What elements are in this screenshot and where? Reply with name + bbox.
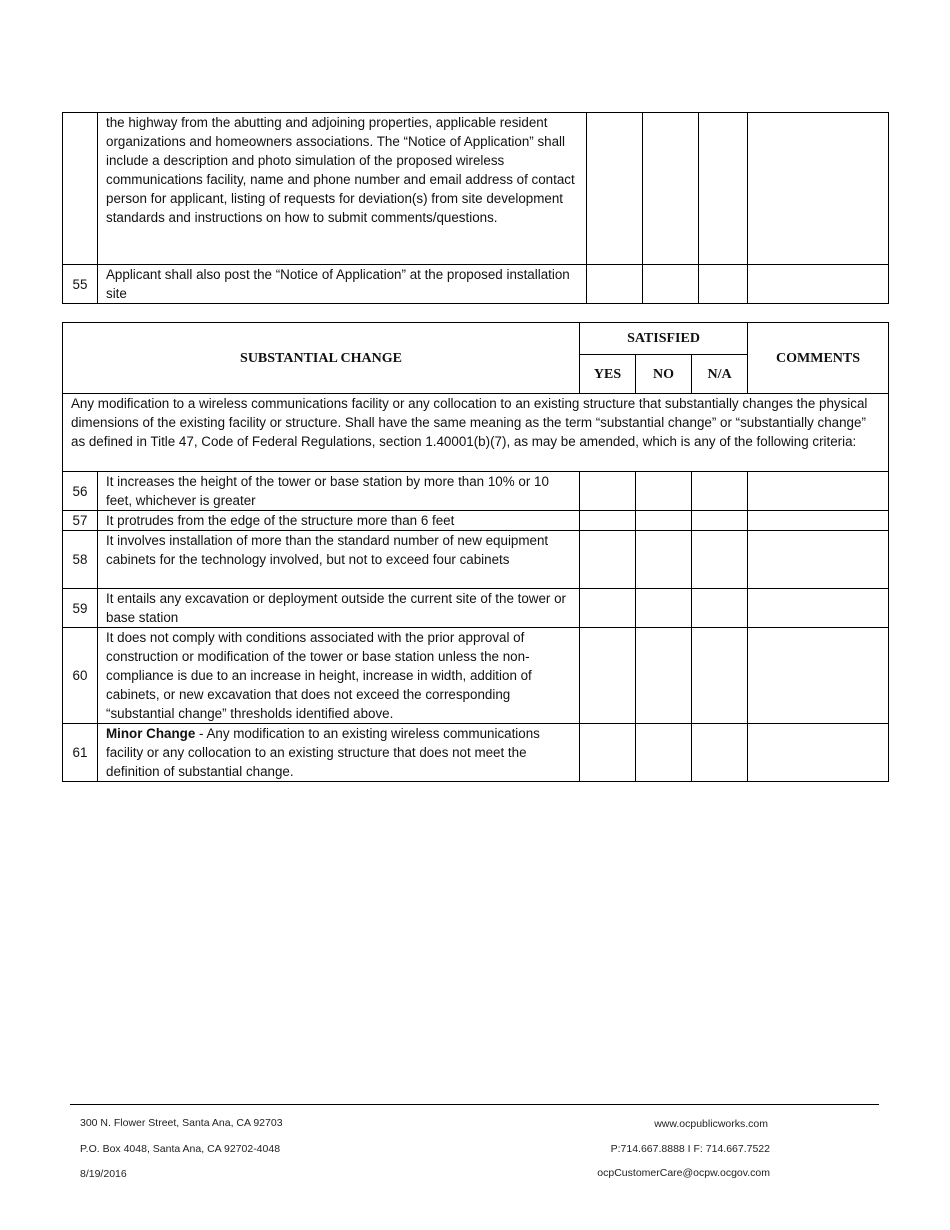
no-cell[interactable] [636, 589, 692, 628]
footer-divider [70, 1104, 879, 1105]
na-cell[interactable] [692, 589, 748, 628]
yes-cell[interactable] [580, 472, 636, 511]
comments-cell[interactable] [748, 628, 889, 724]
no-header: NO [636, 355, 692, 394]
comments-cell[interactable] [748, 724, 889, 782]
row-number: 57 [63, 511, 98, 531]
comments-cell[interactable] [748, 113, 889, 265]
satisfied-header: SATISFIED [580, 323, 748, 355]
requirement-text: Applicant shall also post the “Notice of Application” at the proposed installation site [98, 265, 587, 304]
na-cell[interactable] [692, 724, 748, 782]
table-row [63, 724, 889, 782]
row-number: 55 [63, 265, 98, 304]
table-row [63, 589, 889, 628]
footer-website: www.ocpublicworks.com [654, 1118, 768, 1130]
yes-cell[interactable] [580, 531, 636, 589]
row-number: 60 [63, 628, 98, 724]
footer-address-pobox: P.O. Box 4048, Santa Ana, CA 92702-4048 [80, 1143, 281, 1155]
requirement-text: It entails any excavation or deployment outside the current site of the tower or base station [98, 589, 580, 628]
no-cell[interactable] [636, 724, 692, 782]
na-cell[interactable] [692, 531, 748, 589]
na-cell[interactable] [692, 511, 748, 531]
na-header: N/A [692, 355, 748, 394]
footer-date: 8/19/2016 [80, 1168, 127, 1180]
minor-change-term: Minor Change [106, 726, 196, 741]
comments-cell[interactable] [748, 265, 889, 304]
requirement-text: It does not comply with conditions associated with the prior approval of construction or modification of the tower or base station unless the non-compliance is due to an increase in height, increase in width, addition of cabinets, or new excavation that does not exceed the corresponding “substantial change” thresholds identified above. [98, 628, 580, 724]
comments-header: COMMENTS [748, 323, 889, 394]
footer-address-street: 300 N. Flower Street, Santa Ana, CA 92703 [80, 1117, 283, 1129]
requirement-text: It protrudes from the edge of the structure more than 6 feet [98, 511, 580, 531]
row-number [63, 113, 98, 265]
yes-cell[interactable] [580, 628, 636, 724]
no-cell[interactable] [636, 511, 692, 531]
requirement-text: It involves installation of more than the standard number of new equipment cabinets for the technology involved, but not to exceed four cabinets [98, 531, 580, 589]
yes-cell[interactable] [587, 113, 643, 265]
section-intro: Any modification to a wireless communications facility or any collocation to an existing structure that substantially changes the physical dimensions of the existing facility or structure. Shall have the same meaning as the term “substantial change” or “substantially change” as defined in Title 47, Code of Federal Regulations, section 1.40001(b)(7), as may be amended, which is any of the following criteria: [63, 394, 889, 472]
na-cell[interactable] [699, 113, 748, 265]
na-cell[interactable] [699, 265, 748, 304]
comments-cell[interactable] [748, 472, 889, 511]
yes-cell[interactable] [580, 724, 636, 782]
table-row [63, 531, 889, 589]
no-cell[interactable] [643, 113, 699, 265]
yes-header: YES [580, 355, 636, 394]
requirement-text: the highway from the abutting and adjoining properties, applicable resident organizations and homeowners associations. The “Notice of Application” shall include a description and photo simulation of the proposed wireless communications facility, name and phone number and email address of contact person for applicant, listing of requests for deviation(s) from site development standards and instructions on how to submit comments/questions. [98, 113, 587, 265]
yes-cell[interactable] [580, 511, 636, 531]
substantial-change-table [62, 322, 889, 782]
comments-cell[interactable] [748, 589, 889, 628]
footer-email: ocpCustomerCare@ocpw.ocgov.com [597, 1167, 770, 1179]
table-row [63, 628, 889, 724]
comments-cell[interactable] [748, 531, 889, 589]
na-cell[interactable] [692, 472, 748, 511]
no-cell[interactable] [636, 472, 692, 511]
na-cell[interactable] [692, 628, 748, 724]
row-number: 56 [63, 472, 98, 511]
row-number: 58 [63, 531, 98, 589]
comments-cell[interactable] [748, 511, 889, 531]
minor-change-definition: - Any modification to an existing wireless communications facility or any collocation to an existing structure that does not meet the definition of substantial change. [106, 726, 540, 779]
no-cell[interactable] [636, 531, 692, 589]
table-row [63, 511, 889, 531]
continuation-table [62, 112, 889, 304]
no-cell[interactable] [636, 628, 692, 724]
table-row [63, 265, 889, 304]
row-number: 59 [63, 589, 98, 628]
table-row [63, 472, 889, 511]
table-row [63, 113, 889, 265]
no-cell[interactable] [643, 265, 699, 304]
requirement-text [98, 724, 580, 782]
footer-phone: P:714.667.8888 I F: 714.667.7522 [610, 1143, 770, 1155]
yes-cell[interactable] [587, 265, 643, 304]
yes-cell[interactable] [580, 589, 636, 628]
section-title: SUBSTANTIAL CHANGE [63, 323, 580, 394]
requirement-text: It increases the height of the tower or base station by more than 10% or 10 feet, whichever is greater [98, 472, 580, 511]
row-number: 61 [63, 724, 98, 782]
